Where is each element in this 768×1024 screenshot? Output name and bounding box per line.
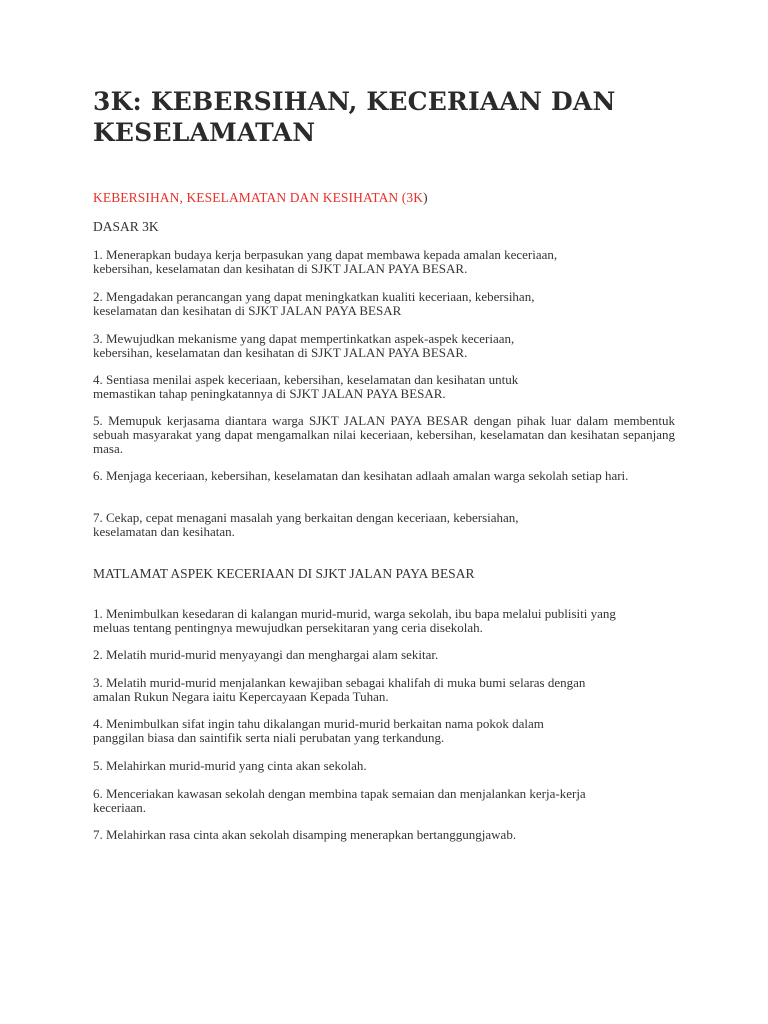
dasar-item-6: 6. Menjaga keceriaan, kebersihan, keselamatan dan kesihatan adlaah amalan warga sekolah setiap hari. (93, 468, 629, 483)
dasar-item-2: 2. Mengadakan perancangan yang dapat meningkatkan kualiti keceriaan, kebersihan, keselamatan dan kesihatan di SJKT JALAN PAYA BESAR (93, 289, 535, 318)
dasar-item-4: 4. Sentiasa menilai aspek keceriaan, kebersihan, keselamatan dan kesihatan untuk memastikan tahap peningkatannya di SJKT JALAN PAYA BESAR. (93, 372, 519, 401)
page-title: 3K: KEBERSIHAN, KECERIAAN DAN KESELAMATAN (93, 87, 616, 147)
dasar-item-3: 3. Mewujudkan mekanisme yang dapat mempertinkatkan aspek-aspek keceriaan, kebersihan, keselamatan dan kesihatan di SJKT JALAN PAYA BESAR. (93, 331, 515, 360)
subtitle-closing: ) (423, 190, 428, 205)
matlamat-item-2: 2. Melatih murid-murid menyayangi dan menghargai alam sekitar. (93, 647, 439, 662)
dasar-heading: DASAR 3K (93, 219, 159, 234)
matlamat-item-6: 6. Menceriakan kawasan sekolah dengan membina tapak semaian dan menjalankan kerja-kerja keceriaan. (93, 786, 586, 815)
dasar-item-1: 1. Menerapkan budaya kerja berpasukan yang dapat membawa kepada amalan keceriaan, kebersihan, keselamatan dan kesihatan di SJKT JALAN PAYA BESAR. (93, 247, 558, 276)
section-subtitle (93, 190, 428, 206)
matlamat-item-3: 3. Melatih murid-murid menjalankan kewajiban sebagai khalifah di muka bumi selaras dengan amalan Rukun Negara iaitu Kepercayaan Kepada Tuhan. (93, 675, 586, 704)
matlamat-item-5: 5. Melahirkan murid-murid yang cinta akan sekolah. (93, 758, 367, 773)
matlamat-item-7: 7. Melahirkan rasa cinta akan sekolah disamping menerapkan bertanggungjawab. (93, 827, 517, 842)
matlamat-heading: MATLAMAT ASPEK KECERIAAN DI SJKT JALAN PAYA BESAR (93, 566, 475, 581)
dasar-item-7: 7. Cekap, cepat menagani masalah yang berkaitan dengan keceriaan, kebersiahan, keselamatan dan kesihatan. (93, 510, 519, 539)
dasar-item-5: 5. Memupuk kerjasama diantara warga SJKT JALAN PAYA BESAR dengan pihak luar dalam membentuk sebuah masyarakat yang dapat mengamalkan nilai keceriaan, kebersihan, keselamatan dan kesihatan sepanjang masa. (93, 413, 675, 456)
document-page (93, 86, 675, 842)
matlamat-item-4: 4. Menimbulkan sifat ingin tahu dikalangan murid-murid berkaitan nama pokok dalam panggilan biasa dan saintifik serta niali perubatan yang terkandung. (93, 716, 544, 745)
subtitle-text: KEBERSIHAN, KESELAMATAN DAN KESIHATAN (3K (93, 190, 424, 205)
matlamat-item-1: 1. Menimbulkan kesedaran di kalangan murid-murid, warga sekolah, ibu bapa melalui publisiti yang meluas tentang pentingnya mewujudkan persekitaran yang ceria disekolah. (93, 606, 616, 635)
